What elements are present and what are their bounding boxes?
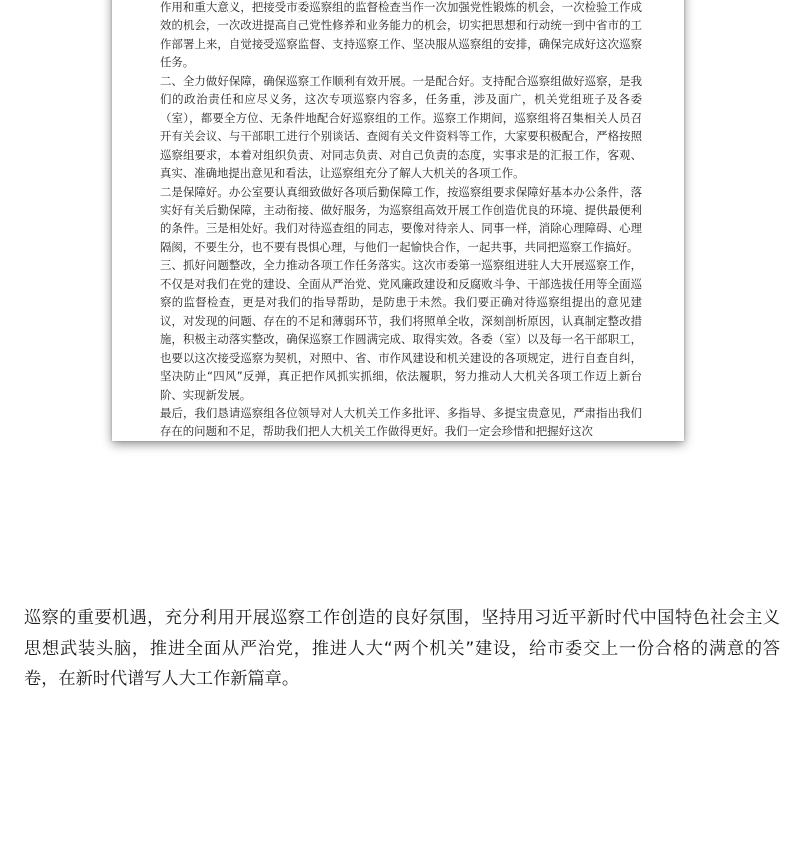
doc-paragraph: 三、抓好问题整改，全力推动各项工作任务落实。这次市委第一巡察组进驻人大开展巡察工作，不仅是对我们在党的建设、全面从严治党、党风廉政建设和反腐败斗争、干部选拔任用等全面巡察的监督检查，更是对我们的指导帮助，是防患于未然。我们要正确对待巡察组提出的意见建议，对发现的问题、存在的不足和薄弱环节，我们将照单全收，深刻剖析原因，认真制定整改措施，积极主动落实整改，确保巡察工作圆满完成、取得实效。各委（室）以及每一名干部职工，也要以这次接受巡察为契机，对照中、省、市作风建设和机关建设的各项规定，进行自查自纠，坚决防止“四风”反弹，真正把作风抓实抓细，依法履职，努力推动人大机关各项工作迈上新台阶、实现新发展。 bbox=[160, 258, 642, 402]
doc-paragraph: 二、全力做好保障，确保巡察工作顺利有效开展。一是配合好。支持配合巡察组做好巡察，是我们的政治责任和应尽义务，这次专项巡察内容多，任务重，涉及面广，机关党组班子及各委（室），都要全方位、无条件地配合好巡察组的工作。巡察工作期间，巡察组将召集相关人员召开有关会议、与干部职工进行个别谈话、查阅有关文件资料等工作，大家要积极配合，严格按照巡察组要求，本着对组织负责、对同志负责、对自己负责的态度，实事求是的汇报工作，客观、真实、准确地提出意见和看法，让巡察组充分了解人大机关的各项工作。 bbox=[160, 73, 642, 181]
doc-paragraph: 作用和重大意义，把接受市委巡察组的监督检查当作一次加强党性锻炼的机会，一次检验工作成效的机会，一次改进提高自己党性修养和业务能力的机会，切实把思想和行动统一到中省市的工作部署上来，自觉接受巡察监督、支持巡察工作、坚决服从巡察组的安排，确保完成好这次巡察任务。 bbox=[160, 0, 642, 70]
continuation-paragraph: 巡察的重要机遇，充分利用开展巡察工作创造的良好氛围，坚持用习近平新时代中国特色社会主义思想武装头脑，推进全面从严治党，推进人大“两个机关”建设，给市委交上一份合格的满意的答卷，在新时代谱写人大工作新篇章。 bbox=[24, 608, 780, 690]
document-body bbox=[160, 0, 642, 441]
doc-paragraph: 最后，我们恳请巡察组各位领导对人大机关工作多批评、多指导、多提宝贵意见，严肃指出我们存在的问题和不足，帮助我们把人大机关工作做得更好。我们一定会珍惜和把握好这次 bbox=[160, 405, 642, 439]
continuation-text-block bbox=[24, 603, 780, 695]
doc-paragraph: 二是保障好。办公室要认真细致做好各项后勤保障工作，按巡察组要求保障好基本办公条件，落实好有关后勤保障，主动衔接、做好服务，为巡察组高效开展工作创造优良的环境、提供最便利的条件。三是相处好。我们对待巡查组的同志，要像对待亲人、同事一样，消除心理障碍、心理隔阂，不要生分，也不要有畏惧心理，与他们一起愉快合作，一起共事，共同把巡察工作搞好。 bbox=[160, 184, 642, 254]
document-page-preview bbox=[112, 0, 684, 441]
